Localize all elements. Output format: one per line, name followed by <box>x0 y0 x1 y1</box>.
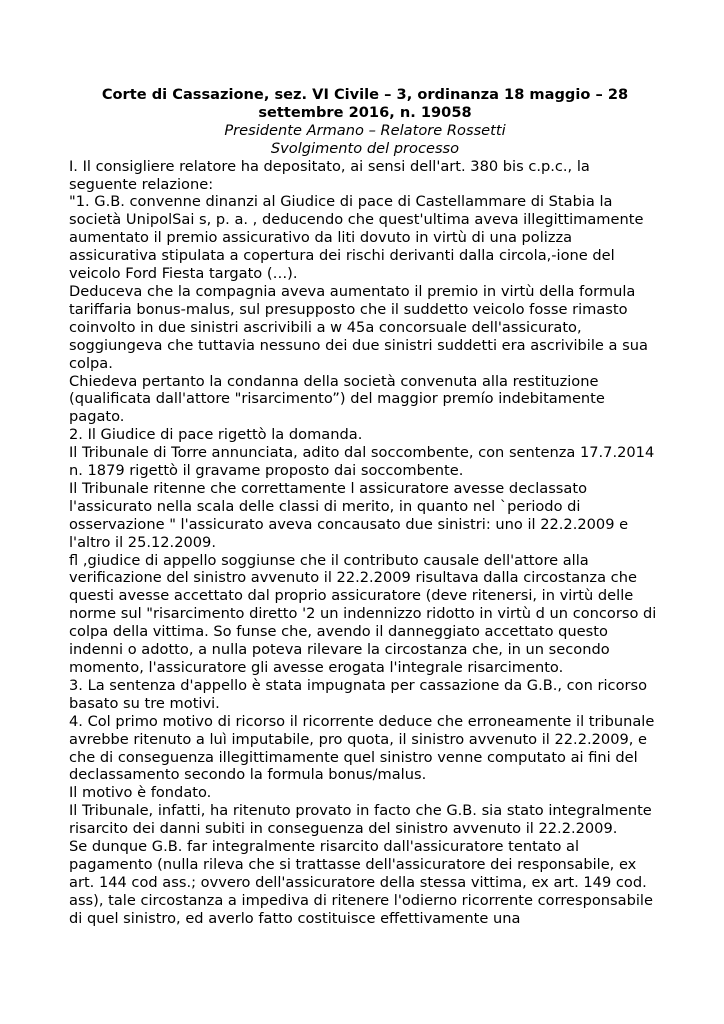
paragraph: Se dunque G.B. far integralmente risarcito dall'assicuratore tentato al pagamento (nulla rileva che si trattasse dell'assicuratore dei responsabile, ex art. 144 cod ass.; ovvero dell'assicuratore della stessa vittima, ex art. 149 cod. ass), tale circostanza a impediva di ritenere l'odierno ricorrente corresponsabile di quel sinistro, ed averlo fatto costituisce effettivamente una <box>69 838 653 927</box>
paragraph: Il Tribunale di Torre annunciata, adito dal soccombente, con sentenza 17.7.2014 n. 1879 rigettò il gravame proposto dai soccombente. <box>69 444 655 480</box>
paragraph: Deduceva che la compagnia aveva aumentato il premio in virtù della formula tariffaria bonus-malus, sul presupposto che il suddetto veicolo fosse rimasto coinvolto in due sinistri ascrivibili a w 45a concorsuale dell'assicurato, soggiungeva che tuttavia nessuno dei due sinistri suddetti era ascrivibile a sua colpa. <box>69 282 648 372</box>
paragraph: fl ,giudice di appello soggiunse che il contributo causale dell'attore alla verificazione del sinistro avvenuto il 22.2.2009 risultava dalla circostanza che questi avesse accettato dal proprio assicuratore (deve ritenersi, in virtù delle norme sul "risarcimento diretto '2 un indennizzo ridotto in virtù d un concorso di colpa della vittima. So funse che, avendo il danneggiato accettato questo indenni o adotto, a nulla poteva rilevare la circostanza che, in un secondo momento, l'assicuratore gli avesse erogata l'integrale risarcimento. <box>69 551 657 676</box>
paragraph: Il Tribunale ritenne che correttamente l assicuratore avesse declassato l'assicurato nella scala delle classi di merito, in quanto nel `periodo di osservazione " l'assicurato aveva concausato due sinistri: uno il 22.2.2009 e l'altro il 25.12.2009. <box>69 479 629 551</box>
document-title: Corte di Cassazione, sez. VI Civile – 3, ordinanza 18 maggio – 28 settembre 2016, n. 19058 <box>101 86 629 121</box>
document-subtitle-judges: Presidente Armano – Relatore Rossetti <box>224 121 506 139</box>
paragraph: 4. Col primo motivo di ricorso il ricorrente deduce che erroneamente il tribunale avrebbe ritenuto a luì imputabile, pro quota, il sinistro avvenuto il 22.2.2009, e che di conseguenza illegittimamente quel sinistro venne computato ai fini del declassamento secondo la formula bonus/malus. <box>69 712 655 784</box>
paragraph: Chiedeva pertanto la condanna della società convenuta alla restituzione (qualificata dall'attore "risarcimento”) del maggior premío indebitamente pagato. <box>69 372 605 426</box>
paragraph: "1. G.B. convenne dinanzi al Giudice di pace di Castellammare di Stabia la società UnipolSai s, p. a. , deducendo che quest'ultima aveva illegittimamente aumentato il premio assicurativo da liti dovuto in virtù di una polizza assicurativa stipulata a copertura dei rischi derivanti dalla circola,-ione del veicolo Ford Fiesta targato (…). <box>69 193 644 283</box>
paragraph: 2. Il Giudice di pace rigettò la domanda. <box>69 426 363 444</box>
paragraph: Il motivo è fondato. <box>69 784 212 802</box>
document-page <box>69 86 661 928</box>
paragraph: Il Tribunale, infatti, ha ritenuto provato in facto che G.B. sia stato integralmente risarcito dei danni subiti in conseguenza del sinistro avvenuto il 22.2.2009. <box>69 802 652 838</box>
document-section-heading: Svolgimento del processo <box>270 139 460 157</box>
paragraph: I. Il consigliere relatore ha depositato, ai sensi dell'art. 380 bis c.p.c., la seguente relazione: <box>69 157 590 193</box>
paragraph: 3. La sentenza d'appello è stata impugnata per cassazione da G.B., con ricorso basato su tre motivi. <box>69 676 648 712</box>
